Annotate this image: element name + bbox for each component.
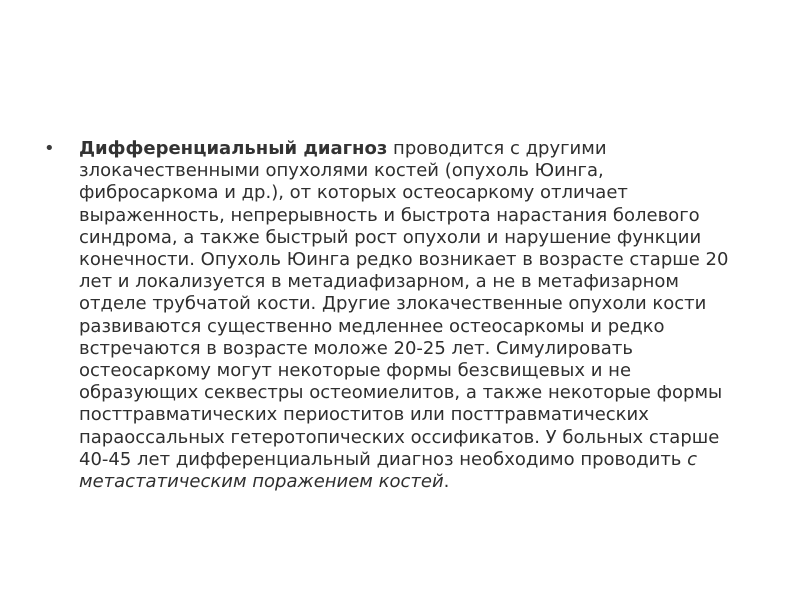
paragraph-end: .	[443, 471, 450, 493]
bullet-icon: •	[44, 138, 55, 159]
paragraph	[79, 138, 747, 493]
paragraph-body: проводится с другими злокачественными опухолями костей (опухоль Юинга, фибросаркома и др.), от которых остеосаркому отличает выраженность, непрерывность и быстрота нарастания болевого синдрома, а также быстрый рост опухоли и нарушение функции конечности. Опухоль Юинга редко возникает в возрасте старше 20 лет и локализуется в метадиафизарном, а не в метафизарном отделе трубчатой кости. Другие злокачественные опухоли кости развиваются существенно медленнее остеосаркомы и редко встречаются в возрасте моложе 20-25 лет. Симулировать остеосаркому могут некоторые формы безсвищевых и не образующих секвестры остеомиелитов, а также некоторые формы посттравматических периоститов или посттравматических параоссальных гетеротопических оссификатов. У больных старше 40-45 лет дифференциальный диагноз необходимо проводить	[79, 138, 729, 470]
paragraph-italic-tail: с метастатическим поражением костей	[79, 448, 698, 493]
bullet-item	[46, 138, 746, 493]
paragraph-bold-lead: Дифференциальный диагноз	[79, 138, 388, 159]
